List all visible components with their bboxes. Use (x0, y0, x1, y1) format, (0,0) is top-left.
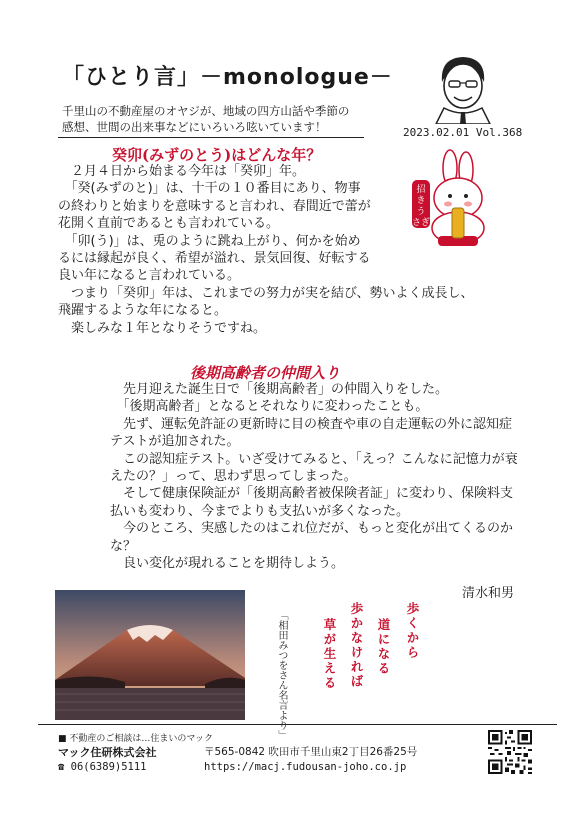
body-line: るには縁起が良く、希望が溢れ、景気回復、好転する (58, 251, 371, 267)
body-line: 良い年になると言われている。 (58, 268, 241, 284)
body-line: の終わりと始まりを意味すると言われ、春間近で蕾が (58, 198, 371, 214)
cartoon-man-icon (428, 52, 498, 124)
poem-line: 歩かなければ (349, 602, 364, 689)
body-line: な？ (110, 538, 137, 554)
body-line: この認知症テスト。いざ受けてみると、「えっ？こんなに記憶力が衰 (110, 451, 518, 467)
article2-body (110, 381, 540, 572)
article1-heading: 癸卯(みずのとう)はどんな年？ (112, 146, 322, 164)
body-line: そして健康保険証が「後期高齢者被保険者証」に変わり、保険料支 (110, 486, 514, 502)
article2-heading: 後期高齢者の仲間入り (190, 364, 341, 382)
author-name: 清水和男 (462, 586, 515, 601)
poem-line: 草が生える (322, 618, 337, 691)
body-line: 飛躍するような年になると。 (58, 303, 228, 319)
body-line: 先月迎えた誕生日で「後期高齢者」の仲間入りをした。 (110, 382, 449, 397)
body-line: えたの？」って、思わず思ってしまった。 (110, 469, 357, 485)
poem-caption: 「相田みつをさん名言より」 (276, 610, 287, 740)
body-line: テストが追加された。 (110, 434, 240, 450)
company-address: 〒565-0842 吹田市千里山東2丁目26番25号 (204, 746, 418, 758)
website-link[interactable]: https://macj.fudousan-joho.co.jp (204, 761, 407, 773)
qr-code-icon[interactable] (488, 730, 532, 774)
poem-line: 道になる (376, 618, 391, 676)
body-line: 「後期高齢者」となるとそれなりに変わったことも。 (110, 399, 429, 415)
intro-text: 千里山の不動産屋のオヤジが、地域の四方山話や季節の 感想、世間の出来事などにいろいろ呟いています！ (62, 104, 350, 134)
header-divider (58, 137, 364, 138)
body-line: 先ず、運転免許証の更新時に目の検査や車の自走運転の外に認知症 (110, 416, 512, 432)
newsletter-title: 「ひとり言」－monologue－ (62, 65, 393, 90)
svg-text:う: う (416, 207, 426, 217)
body-line: 「癸(みずのと)」は、十干の１０番目にあり、物事 (58, 181, 361, 197)
footer-divider (38, 724, 557, 725)
phone-number: ☎ 06(6389)5111 (58, 761, 147, 773)
body-line: 花開く直前であるとも言われている。 (58, 216, 280, 232)
body-line: 楽しみな１年となりそうですね。 (58, 320, 267, 336)
body-line: ２月４日から始まる今年は「癸卯」年。 (58, 164, 306, 179)
svg-text:招: 招 (416, 185, 426, 195)
body-line: 「卯(う)」は、兎のように跳ね上がり、何かを始め (58, 233, 361, 249)
poem-line: 歩くから (405, 602, 420, 660)
body-line: 払いも変わり、今までよりも支払いが多くなった。 (110, 503, 410, 519)
body-line: 今のところ、実感したのはこれ位だが、もっと変化が出てくるのか (110, 521, 514, 537)
article1-body (58, 163, 498, 337)
svg-text:さぎ: さぎ (411, 218, 431, 228)
svg-text:き: き (416, 196, 426, 206)
footer-tagline: ■ 不動産のご相談は…住まいのマック (58, 734, 214, 744)
company-name: マック住研株式会社 (58, 746, 157, 759)
mount-fuji-photo (55, 590, 245, 720)
body-line: 良い変化が現れることを期待しよう。 (110, 556, 345, 572)
body-line: つまり「癸卯」年は、これまでの努力が実を結び、勢いよく成長し、 (58, 285, 474, 301)
issue-number: 2023.02.01 Vol.368 (403, 126, 523, 139)
